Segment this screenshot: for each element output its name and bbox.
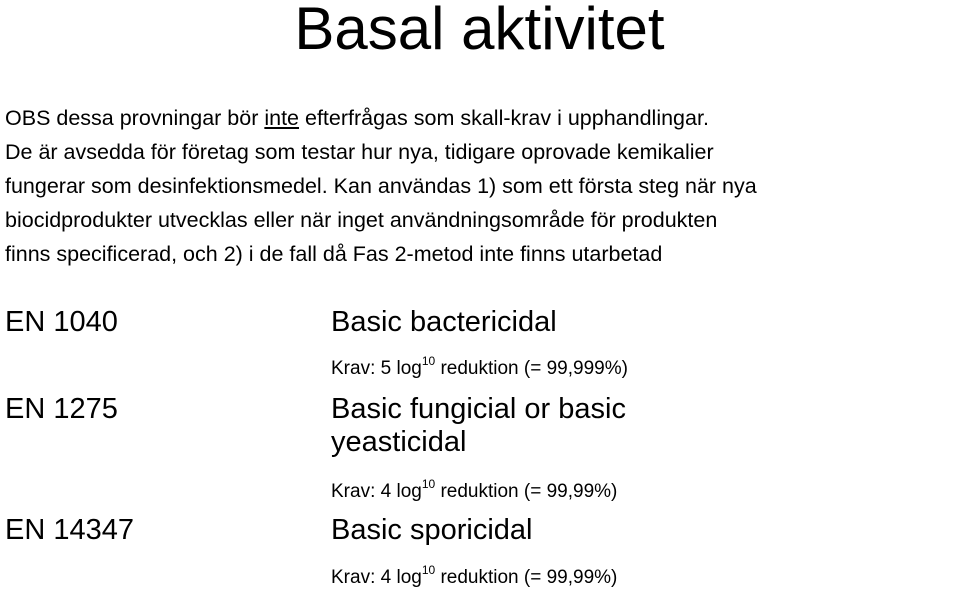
activity-name: Basic fungicial or basic	[331, 393, 626, 425]
intro-line-3: fungerar som desinfektionsmedel. Kan användas 1) som ett första steg när nya	[5, 174, 757, 198]
activity-name-continued: yeasticidal	[331, 426, 467, 458]
intro-paragraph	[5, 101, 955, 271]
intro-line-2: De är avsedda för företag som testar hur nya, tidigare oprovade kemikalier	[5, 140, 714, 164]
underlined-word: inte	[264, 106, 300, 130]
requirement-text: Krav: 4 $\log^{10}$ reduktion (= 99,99%)	[331, 476, 618, 502]
standard-code: EN 1040	[5, 306, 118, 338]
intro-line-1: OBS dessa provningar bör inte efterfrågas som skall-krav i upphandlingar.	[5, 106, 709, 130]
activity-name: Basic bactericidal	[331, 306, 557, 338]
requirement-text: Krav: 5 $\log^{10}$ reduktion (= 99,999%)	[331, 353, 628, 379]
page-title: Basal aktivitet	[294, 0, 665, 62]
activity-name: Basic sporicidal	[331, 514, 533, 546]
standard-code: EN 14347	[5, 514, 134, 546]
intro-line-4: biocidprodukter utvecklas eller när inget användningsområde för produkten	[5, 208, 718, 232]
requirement-text: Krav: 4 $\log^{10}$ reduktion (= 99,99%)	[331, 562, 618, 588]
intro-line-5: finns specificerad, och 2) i de fall då Fas 2-metod inte finns utarbetad	[5, 242, 663, 266]
standard-code: EN 1275	[5, 393, 118, 425]
